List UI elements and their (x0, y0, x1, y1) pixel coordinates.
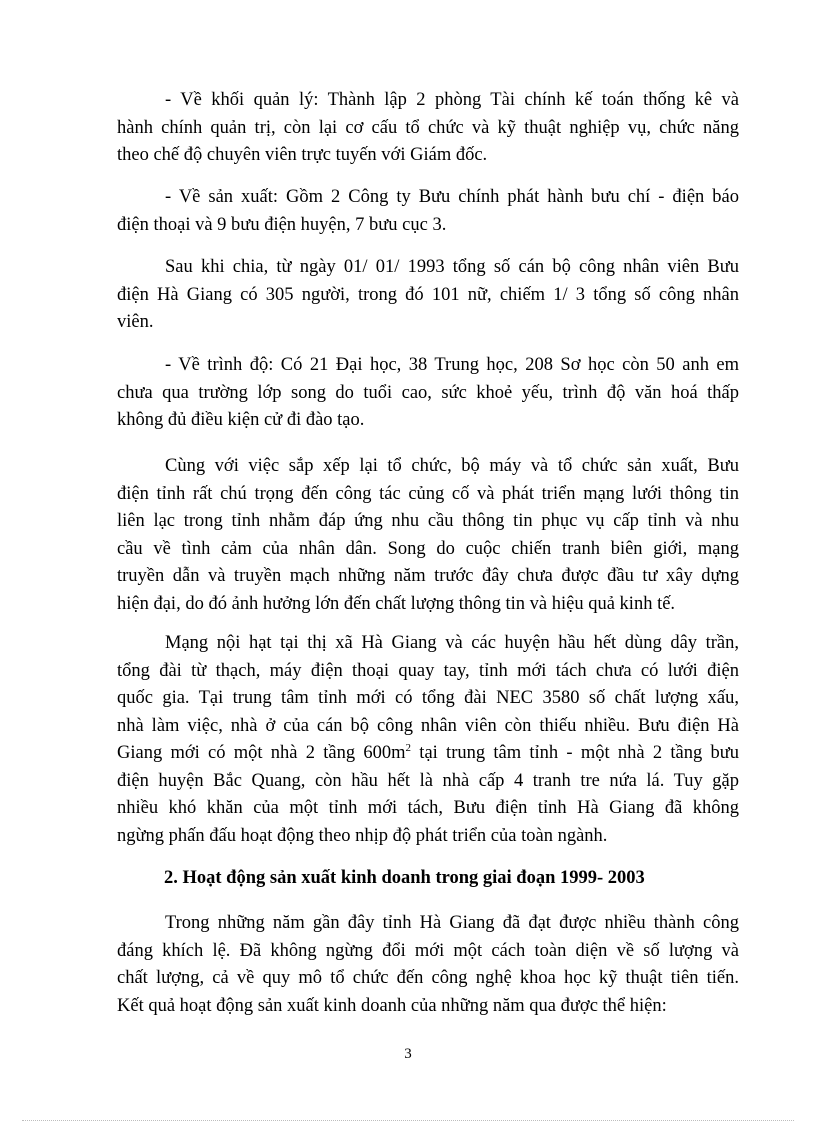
text-line: điện huyện Bắc Quang, còn hầu hết là nhà cấp 4 tranh tre nứa lá. Tuy gặp (117, 770, 739, 791)
text-line: liên lạc trong tỉnh nhằm đáp ứng nhu cầu thông tin phục vụ cấp tỉnh và nhu (117, 511, 739, 531)
text-line: điện Hà Giang có 305 người, trong đó 101 nữ, chiếm 1/ 3 tổng số công nhân (117, 284, 739, 305)
text-fragment: tại trung tâm tỉnh - một nhà 2 tầng bưu (411, 743, 739, 763)
text-line: hành chính quản trị, còn lại cơ cấu tổ chức và kỹ thuật nghiệp vụ, chức năng (117, 117, 739, 138)
text-line: Sau khi chia, từ ngày 01/ 01/ 1993 tổng số cán bộ công nhân viên Bưu (165, 257, 739, 277)
paragraph-quan-ly (117, 87, 739, 170)
section-heading: 2. Hoạt động sản xuất kinh doanh trong giai đoạn 1999- 2003 (164, 868, 645, 888)
text-line: Cùng với việc sắp xếp lại tổ chức, bộ máy và tổ chức sản xuất, Bưu (165, 456, 739, 476)
text-line: Mạng nội hạt tại thị xã Hà Giang và các huyện hầu hết dùng dây trần, (165, 633, 739, 653)
text-line: - Về sản xuất: Gồm 2 Công ty Bưu chính phát hành bưu chí - điện báo (165, 187, 739, 207)
paragraph-trong-nhung-nam (117, 910, 739, 1020)
text-line: cầu về tình cảm của nhân dân. Song do cuộc chiến tranh biên giới, mạng (117, 538, 739, 559)
text-line: truyền dẫn và truyền mạch những năm trước đây chưa được đầu tư xây dựng (117, 566, 739, 586)
page-number: 3 (404, 1046, 412, 1062)
text-fragment: Giang mới có một nhà 2 tầng 600m (117, 743, 406, 763)
text-line: nhiều khó khăn của một tỉnh mới tách, Bưu điện tỉnh Hà Giang đã không (117, 798, 739, 818)
text-line: viên. (117, 312, 154, 332)
text-line: điện tỉnh rất chú trọng đến công tác củng cố và phát triển mạng lưới thông tin (117, 483, 739, 504)
text-line: không đủ điều kiện cử đi đào tạo. (117, 410, 365, 430)
text-line (117, 740, 739, 768)
text-line: Trong những năm gần đây tỉnh Hà Giang đã đạt được nhiều thành công (165, 913, 739, 933)
text-line: Kết quả hoạt động sản xuất kinh doanh của những năm qua được thể hiện: (117, 995, 667, 1016)
paragraph-mang-noi-hat (117, 630, 739, 850)
text-line: - Về trình độ: Có 21 Đại học, 38 Trung học, 208 Sơ học còn 50 anh em (165, 355, 739, 375)
text-line: đáng khích lệ. Đã không ngừng đổi mới một cách toàn diện về số lượng và (117, 940, 739, 961)
text-line: tổng đài từ thạch, máy điện thoại quay tay, tỉnh mới tách chưa có lưới điện (117, 660, 739, 681)
text-line: điện thoại và 9 bưu điện huyện, 7 bưu cục 3. (117, 214, 447, 235)
text-line: chất lượng, cả về quy mô tổ chức đến công nghệ khoa học kỹ thuật tiên tiến. (117, 968, 739, 988)
paragraph-san-xuat (117, 184, 739, 239)
superscript: 2 (405, 742, 412, 754)
text-line: nhà làm việc, nhà ở của cán bộ công nhân viên còn thiếu nhiều. Bưu điện Hà (117, 715, 739, 736)
paragraph-sau-khi-chia (117, 254, 739, 337)
paragraph-trinh-do (117, 352, 739, 435)
text-line: theo chế độ chuyên viên trực tuyến với Giám đốc. (117, 145, 488, 165)
paragraph-cung-voi (117, 453, 739, 618)
text-line: chưa qua trường lớp song do tuổi cao, sức khoẻ yếu, trình độ văn hoá thấp (117, 382, 739, 403)
text-line: ngừng phấn đấu hoạt động theo nhịp độ phát triển của toàn ngành. (117, 825, 608, 846)
page-bottom-divider (22, 1120, 794, 1121)
text-line: - Về khối quản lý: Thành lập 2 phòng Tài chính kế toán thống kê và (165, 90, 739, 110)
text-line: quốc gia. Tại trung tâm tỉnh mới có tổng đài NEC 3580 số chất lượng xấu, (117, 688, 739, 708)
text-line: hiện đại, do đó ảnh hưởng lớn đến chất lượng thông tin và hiệu quả kinh tế. (117, 593, 676, 614)
